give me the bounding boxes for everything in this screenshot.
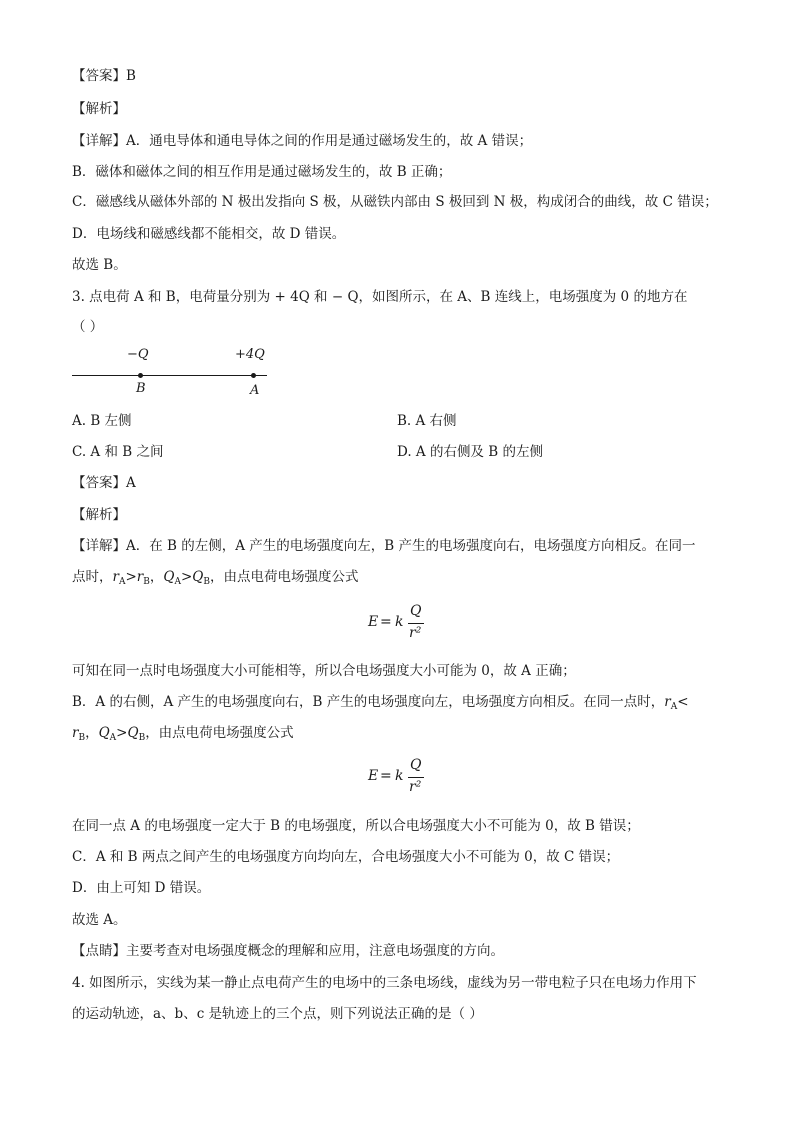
- q3-detail-a1: [72, 537, 696, 555]
- q3-option-d: D. A 的右侧及 B 的左侧: [397, 444, 543, 460]
- q2-detail-line-a: [72, 132, 532, 150]
- q3-conclusion: 故选 A。: [72, 912, 127, 928]
- q3-comment: [72, 942, 504, 960]
- q3-detail-b2: $r_B$，$Q_A>Q_B$，由点电荷电场强度公式: [72, 725, 294, 743]
- q3-detail-d: D．由上可知 D 错误。: [72, 880, 211, 896]
- q3-detail-b3: 在同一点 A 的电场强度一定大于 B 的电场强度，所以合电场强度大小不可能为 0，故 B 错误；: [72, 818, 640, 834]
- formula-field-strength-1: E = k Q r²: [368, 603, 448, 647]
- formula-field-strength-2: E = k Q r²: [368, 757, 448, 801]
- q4-stem-line2: 的运动轨迹，a、b、c 是轨迹上的三个点，则下列说法正确的是（ ）: [72, 1006, 483, 1022]
- q3-option-c: C. A 和 B 之间: [72, 444, 164, 460]
- answer-value: B: [126, 68, 136, 84]
- q3-detail-c: C．A 和 B 两点之间产生的电场强度方向均向左，合电场强度大小不可能为 0，故 C 错误；: [72, 849, 620, 865]
- q2-detail-line-c: C．磁感线从磁体外部的 N 极出发指向 S 极，从磁铁内部由 S 极回到 N 极，构成闭合的曲线，故 C 错误；: [72, 194, 718, 210]
- q3-option-b: B. A 右侧: [397, 413, 457, 429]
- answer-tag: 【答案】: [72, 68, 126, 84]
- q2-detail-line-d: D．电场线和磁感线都不能相交，故 D 错误。: [72, 226, 346, 242]
- q2-conclusion: 故选 B。: [72, 257, 127, 273]
- point-b-dot: [138, 373, 143, 378]
- label-point-a: A: [250, 383, 260, 398]
- q3-stem-line1: 3. 点电荷 A 和 B，电荷量分别为 + 4Q 和 − Q，如图所示，在 A、B 连线上，电场强度为 0 的地方在: [72, 289, 688, 305]
- detail-tag: 【详解】: [72, 538, 126, 554]
- label-negative-charge: −Q: [127, 347, 149, 362]
- q2-detail-line-b: B．磁体和磁体之间的相互作用是通过磁场发生的，故 B 正确；: [72, 164, 452, 180]
- answer-value: A: [126, 475, 136, 491]
- q4-stem-line1: 4. 如图所示，实线为某一静止点电荷产生的电场中的三条电场线，虚线为另一带电粒子只在电场力作用下: [72, 975, 697, 991]
- q2-analysis-tag: 【解析】: [72, 101, 126, 117]
- comment-text: 主要考查对电场强度概念的理解和应用，注意电场强度的方向。: [126, 943, 504, 959]
- detail-text: A．通电导体和通电导体之间的作用是通过磁场发生的，故 A 错误；: [126, 133, 533, 149]
- q3-analysis-tag: 【解析】: [72, 507, 126, 523]
- q3-detail-b1: B．A 的右侧，A 产生的电场强度向右，B 产生的电场强度向左，电场强度方向相反。在同一点时，$r_A<$: [72, 694, 689, 712]
- label-point-b: B: [136, 381, 146, 396]
- detail-tag: 【详解】: [72, 133, 126, 149]
- q3-stem-line2: （ ）: [72, 319, 104, 335]
- label-positive-charge: +4Q: [235, 347, 265, 362]
- point-a-dot: [251, 373, 256, 378]
- detail-text: A．在 B 的左侧，A 产生的电场强度向左，B 产生的电场强度向右，电场强度方向相反。在同一: [126, 538, 696, 554]
- connecting-line: [72, 375, 267, 376]
- answer-tag: 【答案】: [72, 475, 126, 491]
- q3-answer-line: [72, 474, 136, 492]
- q3-charge-figure: [72, 343, 272, 401]
- q3-detail-a2: 点时，$r_A>r_B$，$Q_A>Q_B$，由点电荷电场强度公式: [72, 569, 359, 587]
- q3-option-a: A. B 左侧: [72, 413, 132, 429]
- q2-answer-line: [72, 67, 136, 85]
- comment-tag: 【点睛】: [72, 943, 126, 959]
- q3-detail-a3: 可知在同一点时电场强度大小可能相等，所以合电场强度大小可能为 0，故 A 正确；: [72, 663, 576, 679]
